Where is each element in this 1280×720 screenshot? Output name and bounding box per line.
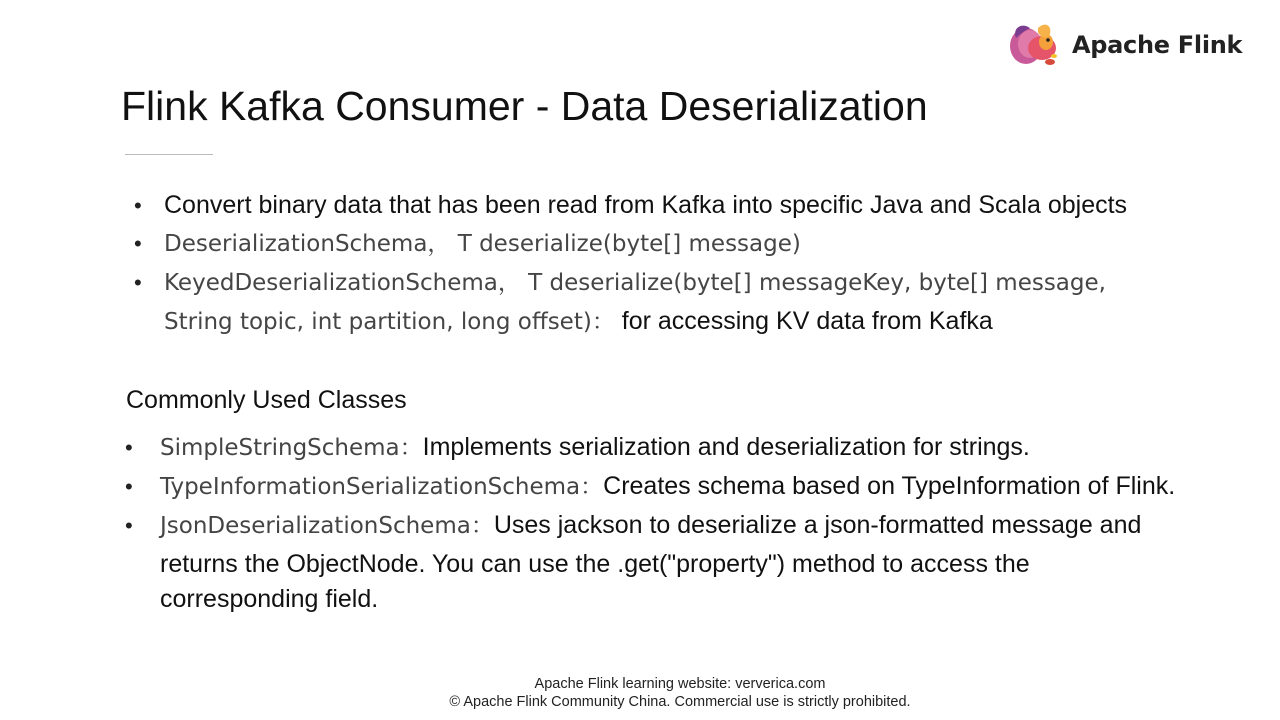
class-description: Uses jackson to deserialize a json-formatted message and (493, 511, 1142, 539)
list-item (160, 428, 1175, 467)
section-heading: Commonly Used Classes (126, 386, 407, 414)
class-description: Implements serialization and deserialization for strings. (422, 433, 1030, 461)
list-item (164, 224, 1127, 263)
flink-squirrel-icon (1008, 18, 1068, 72)
class-description-line2: returns the ObjectNode. You can use the .get("property") method to access the (160, 550, 1030, 578)
bullet-text: Convert binary data that has been read from Kafka into specific Java and Scala objects (164, 191, 1128, 219)
list-item (160, 467, 1175, 506)
footer-copyright: © Apache Flink Community China. Commercial use is strictly prohibited. (449, 694, 911, 710)
list-item (160, 506, 1175, 615)
list-item (164, 186, 1127, 224)
code-text: KeyedDeserializationSchema， T deserialize(byte[] messageKey, byte[] message, (164, 270, 1106, 296)
code-text: String topic, int partition, long offset)： (164, 309, 615, 335)
footer (430, 675, 930, 711)
bullet-continuation (164, 302, 993, 341)
title-underline (125, 154, 213, 155)
brand-logo (1008, 18, 1242, 72)
class-name: JsonDeserializationSchema： (160, 513, 494, 539)
list-item (164, 263, 1127, 302)
page-title: Flink Kafka Consumer - Data Deserialization (121, 83, 928, 129)
code-text: DeserializationSchema， T deserialize(byte[] message) (164, 231, 801, 257)
class-name: SimpleStringSchema： (160, 435, 423, 461)
bullet-text: for accessing KV data from Kafka (621, 307, 993, 335)
classes-list (160, 428, 1175, 615)
logo-text: Apache Flink (1072, 31, 1243, 59)
footer-website: Apache Flink learning website: ververica.com (534, 676, 826, 692)
class-description-line3: corresponding field. (160, 585, 379, 613)
class-description: Creates schema based on TypeInformation of Flink. (603, 472, 1176, 500)
top-bullet-list (164, 186, 1127, 302)
class-name: TypeInformationSerializationSchema： (160, 474, 604, 500)
